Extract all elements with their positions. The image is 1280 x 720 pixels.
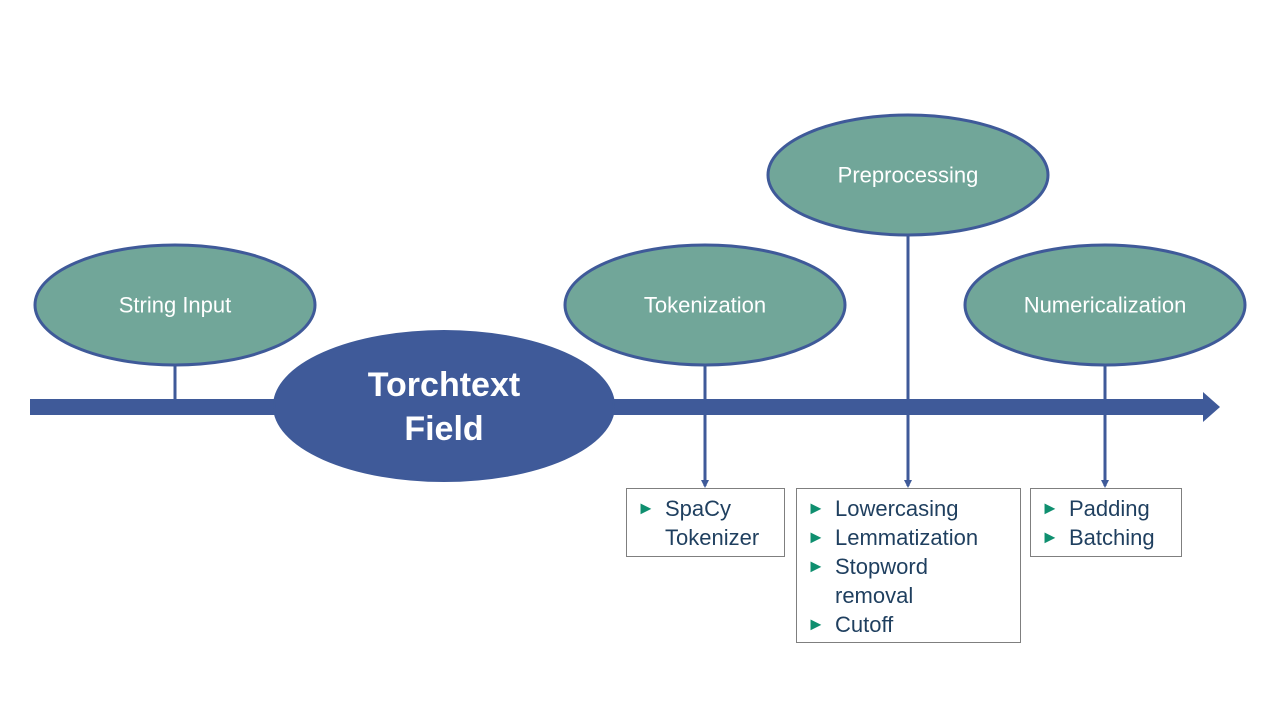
timeline-axis bbox=[30, 392, 1220, 422]
list-item bbox=[807, 552, 1012, 610]
list-item bbox=[807, 523, 1012, 552]
list-item-label-cont: removal bbox=[835, 583, 914, 608]
list-item-label: Lowercasing bbox=[835, 496, 959, 521]
bullet-icon: ► bbox=[807, 614, 825, 634]
list-item-label: Cutoff bbox=[835, 612, 894, 637]
list-item-label: Padding bbox=[1069, 496, 1150, 521]
tokenization-list bbox=[637, 494, 776, 552]
center-label-line1: Torchtext bbox=[367, 366, 521, 404]
list-item-label: Lemmatization bbox=[835, 525, 979, 550]
list-item-label: Batching bbox=[1069, 525, 1155, 550]
list-item-label: Stopword bbox=[835, 554, 928, 579]
stage-label-preprocessing: Preprocessing bbox=[837, 162, 979, 188]
numericalization-list bbox=[1041, 494, 1173, 552]
bullet-icon: ► bbox=[1041, 498, 1059, 518]
preprocessing-list bbox=[807, 494, 1012, 639]
list-item bbox=[1041, 494, 1173, 523]
stage-label-string-input: String Input bbox=[118, 292, 232, 318]
bullet-icon: ► bbox=[1041, 527, 1059, 547]
center-label-line2: Field bbox=[404, 410, 484, 448]
numericalization-details-box bbox=[1030, 488, 1182, 557]
bullet-icon: ► bbox=[807, 527, 825, 547]
stage-preprocessing bbox=[768, 115, 1048, 235]
list-item-label: SpaCy bbox=[665, 496, 732, 521]
bullet-icon: ► bbox=[807, 556, 825, 576]
stage-tokenization bbox=[565, 245, 845, 365]
list-item bbox=[637, 494, 776, 552]
list-item-label-cont: Tokenizer bbox=[665, 525, 760, 550]
center-node bbox=[274, 331, 614, 481]
stage-label-numericalization: Numericalization bbox=[1023, 292, 1187, 318]
stage-string-input bbox=[35, 245, 315, 365]
list-item bbox=[1041, 523, 1173, 552]
preprocessing-details-box bbox=[796, 488, 1021, 643]
tokenization-details-box bbox=[626, 488, 785, 557]
stage-label-tokenization: Tokenization bbox=[643, 292, 767, 318]
bullet-icon: ► bbox=[637, 498, 655, 518]
list-item bbox=[807, 494, 1012, 523]
stage-numericalization bbox=[965, 245, 1245, 365]
list-item bbox=[807, 610, 1012, 639]
bullet-icon: ► bbox=[807, 498, 825, 518]
